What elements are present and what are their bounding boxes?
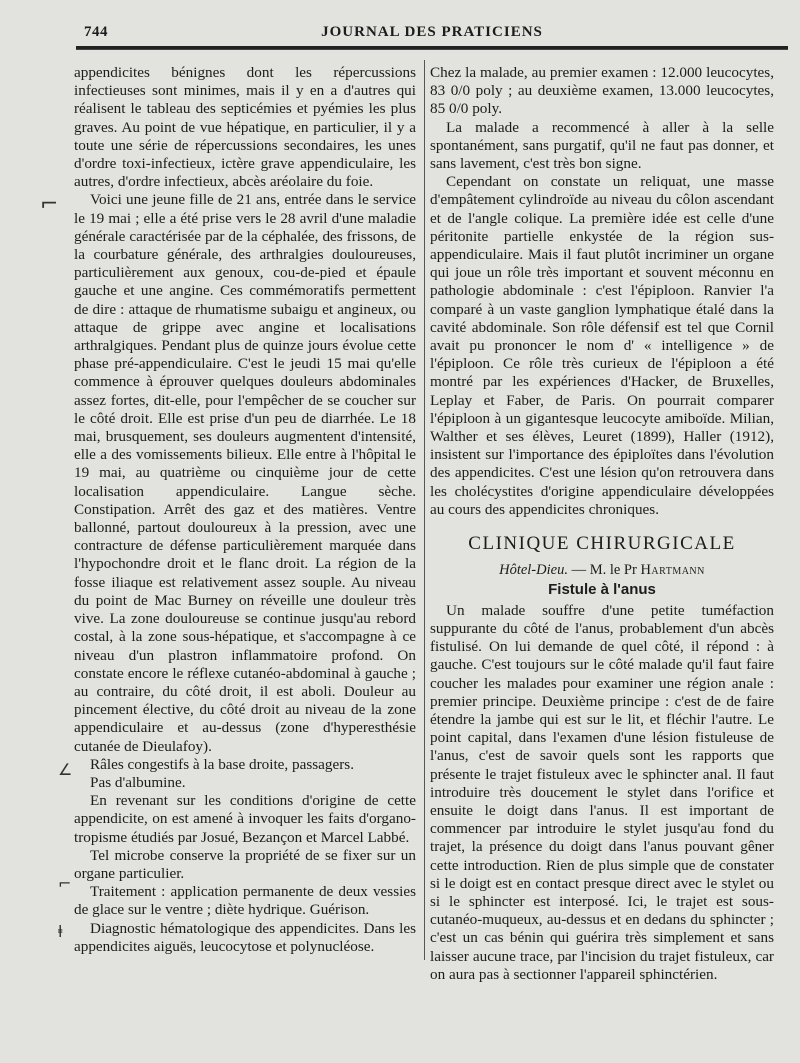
- paragraph: Traitement : application permanente de deux vessies de glace sur le ventre ; diète hydrique. Guérison.: [74, 883, 416, 919]
- paragraph: Tel microbe conserve la propriété de se fixer sur un organe particulier.: [74, 846, 416, 882]
- paragraph: Un malade souffre d'une petite tuméfaction suppurante du côté de l'anus, probablement d'un abcès fistulisé. On lui demande de quel côté, il répond : à gauche. C'est toujours sur le côté malade qu'il faut faire coucher les malades pour examiner une région anale : premier principe. Deuxième principe : c'est de de faire étendre la jambe qui est sur le lit, et fléchir l'autre. Le point capital, dans l'examen d'une lésion fistuleuse de l'anus, c'est de savoir quels sont les rapports que présente le trajet fistuleux avec le sphincter anal. Il faut introduire très doucement le stylet dans l'orifice et ensuite le doigt dans l'anus. Il est important de commencer par introduire le stylet jusqu'au fond du trajet, la présence du doigt dans l'anus pouvant gêner cette introduction. Rien de plus simple que de constater si le doigt est en contact presque direct avec le stylet ou si le sphincter est interposé. Ici, le trajet est sous-cutanéo-muqueux, au-dessus et en dedans du sphincter ; c'est un cas bénin qui guérira très simplement et sans laisser aucune trace, par l'incision du trajet fistuleux, car on aura pas à sectionner l'appareil sphinctérien.: [430, 601, 774, 983]
- margin-pen-mark: ⱡ: [58, 922, 63, 941]
- margin-check-mark: ∠: [58, 760, 73, 779]
- section-title: CLINIQUE CHIRURGICALE: [468, 533, 736, 555]
- byline-name: Hartmann: [640, 562, 705, 579]
- left-column: [74, 64, 416, 956]
- margin-bracket-mark: ⌐: [40, 192, 59, 217]
- paragraph: Pas d'albumine.: [90, 773, 186, 791]
- section-subtitle: Fistule à l'anus: [548, 581, 656, 599]
- page-number: 744: [84, 24, 108, 40]
- paragraph: Diagnostic hématologique des appendicites. Dans les appendicites aiguës, leucocytose et polynucléose.: [74, 919, 416, 955]
- right-column: [430, 64, 774, 984]
- paragraph: Voici une jeune fille de 21 ans, entrée dans le service le 19 mai ; elle a été prise vers le 28 avril d'une maladie générale caractérisée par de la céphalée, des frissons, de la courbature générale, des arthralgies douloureuses, particulièrement aux genoux, cou-de-pied et épaule gauche et une angine. Ces commémoratifs permettent de dire : attaque de rhumatisme subaigu et angineux, ou attaque de grippe avec angine et localisations arthralgiques. Pendant plus de quinze jours évolue cette phase pré-appendiculaire. C'est le jeudi 15 mai qu'elle commence à éprouver quelques douleurs abdominales assez fortes, dit-elle, pour l'empêcher de se coucher sur le côté droit. Elle est prise d'un peu de diarrhée. Le 18 mai, brusquement, ses douleurs augmentent d'intensité, elle a des vomissements bilieux. Elle entre à l'hôpital le 19 mai, au quatrième ou cinquième jour de cette localisation appendiculaire. Langue sèche. Constipation. Arrêt des gaz et des matières. Ventre ballonné, partout douloureux à la pression, avec une contracture de défense particulièrement marquée dans l'hypochondre droit et le flanc droit. La région de la fosse iliaque est relativement assez souple. Au niveau du point de Mac Burney on réveille une douleur très vive. La zone douloureuse se continue jusqu'au rebord costal, à la zone sous-hépatique, et s'accompagne à ce niveau d'un plastron inflammatoire profond. On constate encore le réflexe cutanéo-abdominal à gauche ; au contraire, du côté droit, il est aboli. Douleur au pincement élective, du côté droit au niveau de la zone appendiculaire et au-dessus (zone d'hyperesthésie cutanée de Dieulafoy).: [74, 191, 416, 755]
- column-divider: [424, 60, 425, 960]
- byline-dash: — M. le Pr: [567, 562, 641, 579]
- section-byline: [430, 561, 774, 579]
- paragraph: En revenant sur les conditions d'origine de cette appendicite, on est amené à invoquer les faits d'organo-tropisme étudiés par Josué, Bezançon et Marcel Labbé.: [74, 792, 416, 846]
- header-rule: [76, 46, 788, 50]
- margin-bracket-mark-2: ⌐: [58, 874, 72, 893]
- paragraph: La malade a recommencé à aller à la selle spontanément, sans purgatif, qu'il ne faut pas donner, et sans lavement, c'est très bon signe.: [430, 118, 774, 173]
- paragraph: appendicites bénignes dont les répercussions infectieuses sont minimes, mais il y en a d'autres qui réalisent le tableau des septicémies et pyémies les plus graves. Au point de vue hépatique, en particulier, il y a toute une série de répercussions secondaires, les unes d'ordre toxi-infectieux, ictère grave appendiculaire, les autres, d'ordre infectieux, abcès aréolaire du foie.: [74, 64, 416, 191]
- page-header: [84, 22, 780, 44]
- paragraph: Râles congestifs à la base droite, passagers.: [90, 755, 355, 773]
- paragraph: Chez la malade, au premier examen : 12.000 leucocytes, 83 0/0 poly ; au deuxième examen, 13.000 leucocytes, 85 0/0 poly.: [430, 64, 774, 118]
- journal-title: JOURNAL DES PRATICIENS: [321, 24, 543, 40]
- byline-place: Hôtel-Dieu.: [499, 562, 568, 579]
- paragraph: Cependant on constate un reliquat, une masse d'empâtement cylindroïde au niveau du côlon ascendant et de l'angle colique. La première idée est celle d'une péritonite partielle enkystée de la région sus-appendiculaire. Mais il faut plutôt incriminer un organe qui joue un rôle très important et souvent méconnu en pathologie abdominale : c'est l'épiploon. Ranvier l'a comparé à un vaste ganglion lymphatique étalé dans la cavité abdominale. Son rôle défensif est tel que Cornil avait pu prononcer le nom d' « intelligence » de l'épiploon. Ce rôle très curieux de l'épiploon a été montré par les expériences d'Hacker, de Bruxelles, Leplay et Faber, de Paris. On pourrait comparer l'épiploon à un gigantesque leucocyte amiboïde. Milian, Walther et ses élèves, Leuret (1899), Haller (1912), insistent sur l'importance des épiploïtes dans l'évolution des appendicites. C'est une lésion qu'on retrouvera dans les cholécystites d'origine appendiculaire développées au cours des appendicites chroniques.: [430, 173, 774, 518]
